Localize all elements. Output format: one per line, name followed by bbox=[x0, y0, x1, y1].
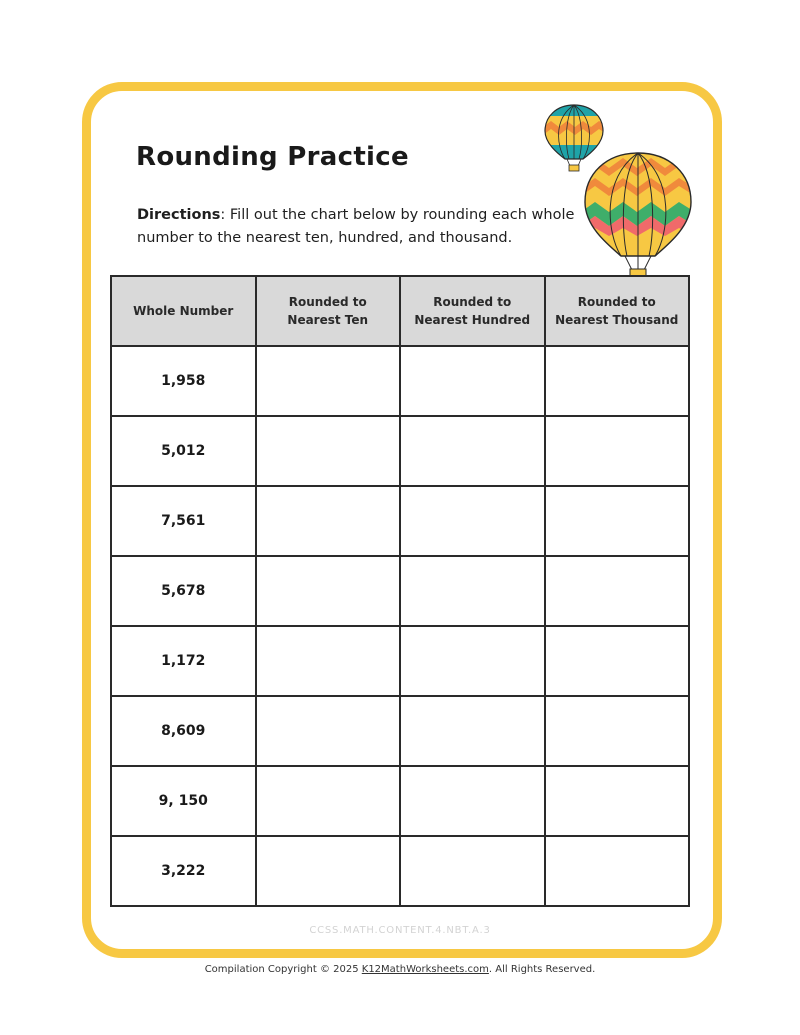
nearest-ten-answer-cell[interactable] bbox=[256, 416, 401, 486]
table-row bbox=[111, 346, 689, 416]
nearest-ten-answer-cell[interactable] bbox=[256, 766, 401, 836]
whole-number-cell: 1,958 bbox=[111, 346, 256, 416]
table-row bbox=[111, 556, 689, 626]
nearest-thousand-answer-cell[interactable] bbox=[545, 696, 690, 766]
nearest-thousand-answer-cell[interactable] bbox=[545, 766, 690, 836]
nearest-thousand-answer-cell[interactable] bbox=[545, 836, 690, 906]
nearest-hundred-answer-cell[interactable] bbox=[400, 836, 545, 906]
header-nearest-thousand: Rounded to Nearest Thousand bbox=[545, 276, 690, 346]
whole-number-cell: 3,222 bbox=[111, 836, 256, 906]
table-row bbox=[111, 486, 689, 556]
whole-number-cell: 9, 150 bbox=[111, 766, 256, 836]
nearest-ten-answer-cell[interactable] bbox=[256, 556, 401, 626]
copyright-suffix: . All Rights Reserved. bbox=[488, 964, 596, 975]
nearest-thousand-answer-cell[interactable] bbox=[545, 416, 690, 486]
nearest-hundred-answer-cell[interactable] bbox=[400, 346, 545, 416]
nearest-thousand-answer-cell[interactable] bbox=[545, 486, 690, 556]
rounding-table bbox=[110, 275, 690, 907]
header-whole-number: Whole Number bbox=[111, 276, 256, 346]
table-header-row bbox=[111, 276, 689, 346]
table-row bbox=[111, 836, 689, 906]
copyright-prefix: Compilation Copyright © 2025 bbox=[204, 964, 362, 975]
nearest-ten-answer-cell[interactable] bbox=[256, 346, 401, 416]
nearest-ten-answer-cell[interactable] bbox=[256, 626, 401, 696]
directions bbox=[137, 204, 587, 250]
directions-text: : Fill out the chart below by rounding each whole number to the nearest ten, hundred, and thousand. bbox=[137, 207, 575, 246]
table-row bbox=[111, 696, 689, 766]
nearest-thousand-answer-cell[interactable] bbox=[545, 626, 690, 696]
nearest-hundred-answer-cell[interactable] bbox=[400, 556, 545, 626]
header-nearest-hundred: Rounded to Nearest Hundred bbox=[400, 276, 545, 346]
nearest-thousand-answer-cell[interactable] bbox=[545, 346, 690, 416]
nearest-ten-answer-cell[interactable] bbox=[256, 486, 401, 556]
directions-label: Directions bbox=[137, 207, 221, 223]
nearest-thousand-answer-cell[interactable] bbox=[545, 556, 690, 626]
whole-number-cell: 5,012 bbox=[111, 416, 256, 486]
nearest-ten-answer-cell[interactable] bbox=[256, 836, 401, 906]
nearest-hundred-answer-cell[interactable] bbox=[400, 416, 545, 486]
nearest-hundred-answer-cell[interactable] bbox=[400, 626, 545, 696]
nearest-hundred-answer-cell[interactable] bbox=[400, 696, 545, 766]
nearest-ten-answer-cell[interactable] bbox=[256, 696, 401, 766]
table-row bbox=[111, 766, 689, 836]
standard-code: CCSS.MATH.CONTENT.4.NBT.A.3 bbox=[309, 925, 491, 936]
website-link[interactable]: K12MathWorksheets.com bbox=[361, 964, 489, 975]
whole-number-cell: 8,609 bbox=[111, 696, 256, 766]
table-row bbox=[111, 416, 689, 486]
table-row bbox=[111, 626, 689, 696]
header-nearest-ten: Rounded to Nearest Ten bbox=[256, 276, 401, 346]
whole-number-cell: 5,678 bbox=[111, 556, 256, 626]
nearest-hundred-answer-cell[interactable] bbox=[400, 766, 545, 836]
large-hot-air-balloon-icon bbox=[581, 150, 695, 285]
whole-number-cell: 1,172 bbox=[111, 626, 256, 696]
whole-number-cell: 7,561 bbox=[111, 486, 256, 556]
page-title: Rounding Practice bbox=[136, 142, 409, 172]
nearest-hundred-answer-cell[interactable] bbox=[400, 486, 545, 556]
copyright-notice bbox=[0, 964, 800, 975]
